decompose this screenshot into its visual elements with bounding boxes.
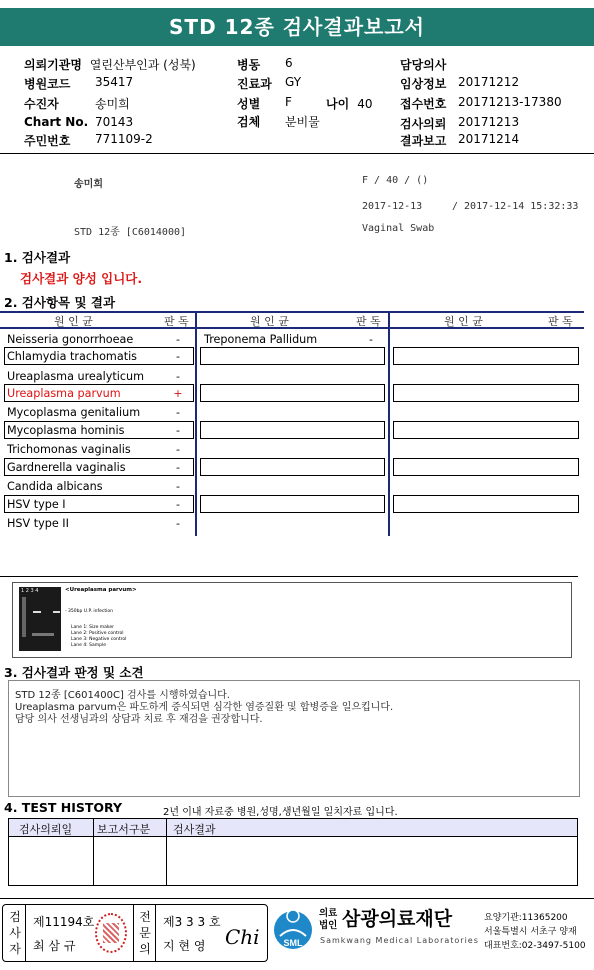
item-result: - <box>176 461 180 474</box>
info-ward: 병동 6 <box>237 56 293 72</box>
sml-logo-icon <box>272 906 314 952</box>
item-name: Mycoplasma genitalium <box>7 406 141 419</box>
item-result: - <box>176 517 180 530</box>
column-divider-1 <box>195 311 197 536</box>
opinion-line: 담당 의사 선생님과의 상담과 치료 후 재검을 권장합니다. <box>15 714 263 725</box>
history-col-divider <box>93 819 94 885</box>
item-result: - <box>369 333 373 346</box>
sub-name: 송미희 <box>74 179 103 190</box>
tester-vertical-label: 검 사 자 <box>9 910 21 956</box>
item-result: - <box>176 350 180 363</box>
sub-test-code: STD 12종 [C6014000] <box>74 227 187 238</box>
empty-box <box>200 347 385 365</box>
empty-box <box>393 495 579 513</box>
section2-title: 2. 검사항목 및 결과 <box>4 295 116 310</box>
sub-sex-age: F / 40 / () <box>362 175 429 186</box>
opinion-line: Ureaplasma parvum은 파도하게 증식되면 심각한 염증질환 및 합병증을 일으킵니다. <box>15 702 394 713</box>
item-name-positive: Ureaplasma parvum <box>7 387 121 400</box>
col2-header: 원 인 균 <box>250 315 289 328</box>
opinion-line: STD 12종 [C601400C] 검사를 시행하였습니다. <box>15 690 230 701</box>
info-resident-no: 주민번호 771109-2 <box>24 132 153 148</box>
specialist-signature: Chi <box>225 925 260 949</box>
item-result: - <box>176 443 180 456</box>
item-name: Ureaplasma urealyticum <box>7 370 145 383</box>
history-note: 2년 이내 자료중 병원,성명,생년월일 일치자료 입니다. <box>163 807 398 818</box>
sub-date-from: 2017-12-13 <box>362 201 423 212</box>
history-table <box>8 818 578 886</box>
item-result: - <box>176 333 180 346</box>
history-header-row <box>9 819 577 837</box>
col2-judge-header: 판 독 <box>356 315 381 328</box>
col3-header: 원 인 균 <box>444 315 483 328</box>
org-english-name: Samkwang Medical Laboratories <box>320 936 479 945</box>
info-chart-no: Chart No. 70143 <box>24 115 134 129</box>
specialist-vertical-label: 전 문 의 <box>139 910 151 956</box>
item-name: Candida albicans <box>7 480 103 493</box>
gel-legend: Lane 1: Size maker Lane 2: Positive control Lane 3: Negative control Lane 4: Sample <box>71 625 127 648</box>
empty-box <box>393 347 579 365</box>
history-col-divider <box>166 819 167 885</box>
info-specimen: 검체 분비물 <box>237 115 320 129</box>
signature-box <box>2 904 268 962</box>
col3-judge-header: 판 독 <box>548 315 573 328</box>
section1-result: 검사결과 양성 입니다. <box>20 271 143 286</box>
info-hospital-code: 병원코드 35417 <box>24 75 134 91</box>
sub-specimen: Vaginal Swab <box>362 223 435 234</box>
column-divider-2 <box>388 311 390 536</box>
history-col-type: 보고서구분 <box>97 823 151 836</box>
svg-text:SML: SML <box>283 938 303 948</box>
item-name: HSV type II <box>7 517 69 530</box>
specialist-name: 지 현 영 <box>163 939 206 953</box>
info-clinical: 임상정보 20171212 <box>400 75 520 91</box>
empty-box <box>200 458 385 476</box>
empty-box <box>200 421 385 439</box>
info-gender: 성별 F <box>237 95 292 111</box>
gel-band-label: - 350bp U.P. infection <box>65 609 113 614</box>
tester-seal-stamp <box>95 913 127 953</box>
info-request: 검사의뢰 20171213 <box>400 115 520 131</box>
section3-title: 3. 검사결과 판정 및 소견 <box>4 665 144 680</box>
empty-box <box>200 495 385 513</box>
item-name: Trichomonas vaginalis <box>7 443 131 456</box>
org-prefix: 의료 법인 <box>319 908 338 931</box>
info-institution: 의뢰기관명 열린산부인과 (성북) <box>24 58 196 72</box>
info-receiver: 수진자 송미희 <box>24 97 130 111</box>
section1-title: 1. 검사결과 <box>4 250 71 265</box>
info-report: 결과보고 20171214 <box>400 132 520 148</box>
divider <box>0 153 594 154</box>
section4-title: 4. TEST HISTORY <box>4 800 123 815</box>
org-address: 서울특별시 서초구 양재 <box>484 927 577 937</box>
org-phone: 대표번호:02-3497-5100 <box>484 941 586 951</box>
item-result: - <box>176 480 180 493</box>
org-name: 삼광의료재단 <box>342 908 453 930</box>
report-title: STD 12종 검사결과보고서 <box>0 8 594 46</box>
specialist-license-no: 제3 3 3 호 <box>163 915 221 929</box>
tester-license-no: 제11194호 <box>33 915 95 929</box>
item-name: Treponema Pallidum <box>204 333 318 346</box>
gel-title: <Ureaplasma parvum> <box>65 587 137 593</box>
sub-date-to: / 2017-12-14 15:32:33 <box>452 201 579 212</box>
item-name: Neisseria gonorrhoeae <box>7 333 134 346</box>
item-result: - <box>176 424 180 437</box>
info-dept: 진료과 GY <box>237 75 302 91</box>
col1-judge-header: 판 독 <box>164 315 189 328</box>
info-age: 나이 40 <box>326 97 373 111</box>
empty-box <box>393 384 579 402</box>
item-name: Gardnerella vaginalis <box>7 461 126 474</box>
gel-electrophoresis-image: 1 2 3 4 <box>19 587 61 651</box>
empty-box <box>200 384 385 402</box>
info-accession: 접수번호 20171213-17380 <box>400 95 562 111</box>
item-result: - <box>176 406 180 419</box>
item-result: - <box>176 370 180 383</box>
info-doctor: 담당의사 <box>400 58 447 72</box>
history-col-result: 검사결과 <box>173 823 216 836</box>
footer-divider <box>0 898 594 899</box>
gel-image-frame <box>12 582 572 658</box>
empty-box <box>393 458 579 476</box>
item-name: Chlamydia trachomatis <box>7 350 138 363</box>
opinion-box <box>8 680 580 797</box>
item-result: - <box>176 498 180 511</box>
org-code: 요양기관:11365200 <box>484 913 568 923</box>
gel-top-border <box>0 576 578 577</box>
empty-box <box>393 421 579 439</box>
col1-header: 원 인 균 <box>54 315 93 328</box>
item-name: HSV type I <box>7 498 66 511</box>
item-result-positive: + <box>173 387 183 400</box>
tester-name: 최 삼 규 <box>33 939 76 953</box>
history-col-request: 검사의뢰일 <box>19 823 73 836</box>
item-name: Mycoplasma hominis <box>7 424 125 437</box>
